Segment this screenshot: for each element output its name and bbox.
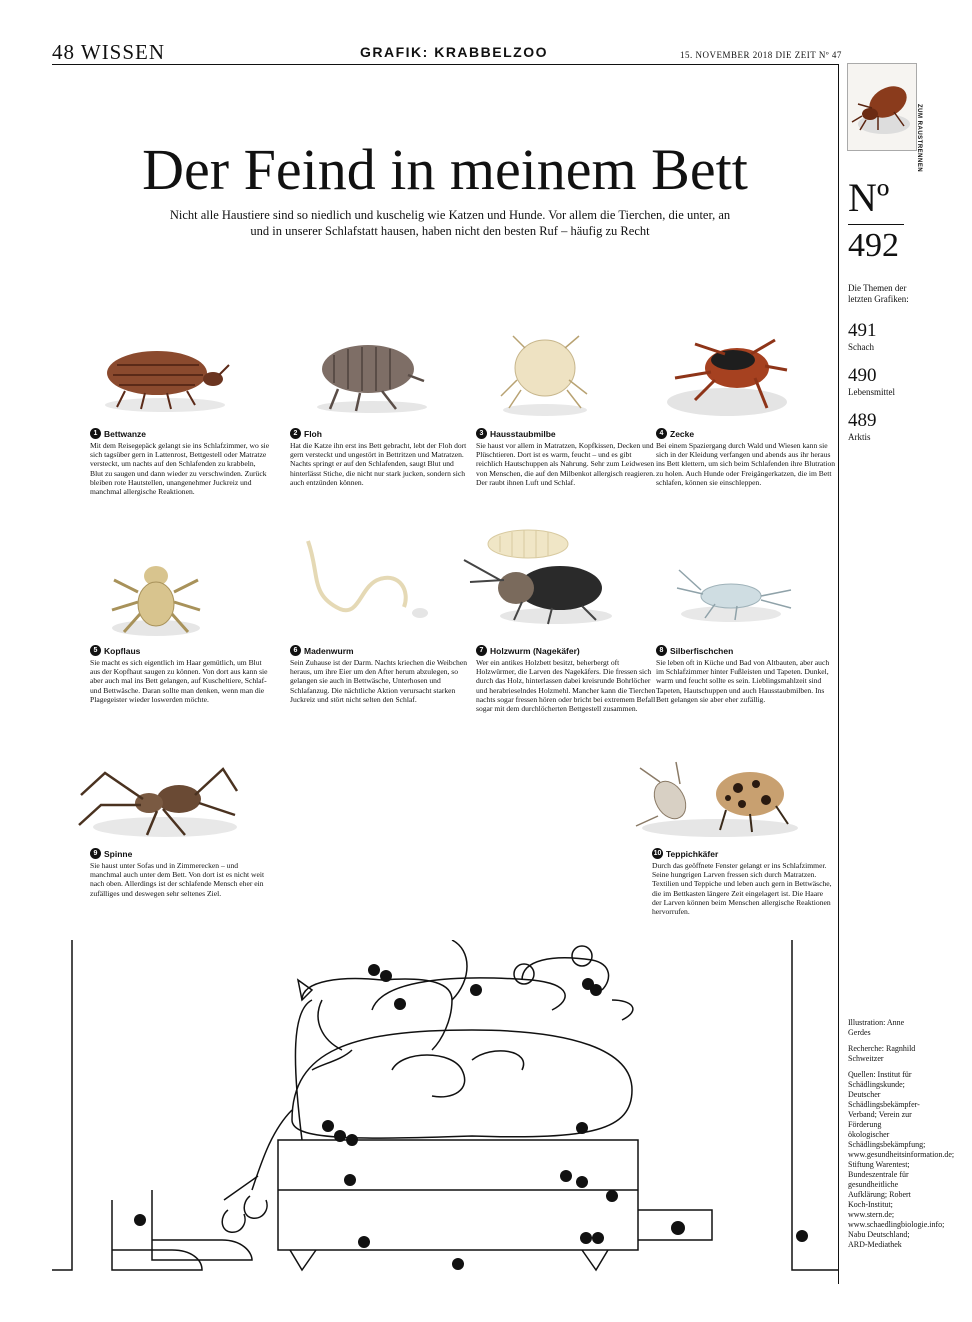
- entry-text: Wer ein antikes Holzbett besitzt, beherbergt oft Holzwürmer, die Larven des Nagekäfers. Die fressen sich durch das Holz, hinterlassen dabei kreisrunde Bohrlöcher und herabrieselndes Holzmehl. Mancher kann die Tierchen nachts sogar fressen hören oder bricht bei extremem Befall sogar mit dem durchlöcherten Bettgestell zusammen.: [476, 658, 656, 714]
- entry-number: 3: [476, 428, 487, 439]
- previous-topics-label: Die Themen der letzten Grafiken:: [848, 283, 909, 304]
- previous-number: 490: [848, 365, 877, 386]
- entry-text: Sie macht es sich eigentlich im Haar gemütlich, um Blut aus der Kopfhaut saugen zu können. Von dort aus kann sie aber auch mal ins Bett gelangen, auf Kuscheltiere, Schlaf- und Bettwäsche. Daran sollte man denken, wenn man die Plagegeister wieder loswerden möchte.: [90, 658, 268, 704]
- issue-line: 15. NOVEMBER 2018 DIE ZEIT Nº 47: [680, 50, 842, 60]
- entry-text: Hat die Katze ihn erst ins Bett gebracht, lebt der Floh dort gern versteckt und ungestört in Bettritzen und Matratzen. Nachts springt er auf den Schlafenden, saugt Blut und hinterlässt Stiche, die nicht nur stark jucken, sondern sich auch entzünden können.: [290, 441, 467, 487]
- number-rule: [848, 224, 904, 225]
- entry-number: 1: [90, 428, 101, 439]
- bed-scene-illustration: [52, 940, 838, 1285]
- sidebar-divider: [838, 64, 839, 1284]
- entry-title: Bettwanze: [104, 428, 147, 439]
- cutout-thumbnail: [847, 63, 917, 151]
- carpetbeetle-illustration: [630, 760, 800, 840]
- bedbug-illustration: [95, 335, 235, 415]
- entry-spinne: [90, 848, 270, 898]
- entry-kopflaus: [90, 645, 270, 704]
- entry-number: 6: [290, 645, 301, 656]
- previous-topic: Schach: [848, 342, 874, 352]
- pinworm-illustration: [300, 535, 440, 625]
- entry-text: Mit dem Reisegepäck gelangt sie ins Schlafzimmer, wo sie sich tagsüber gern in Lattenrost, Bettgestell oder Matratze versteckt, um nachts auf den Schlafenden zu krabbeln, Blut zu saugen und dann wieder zu verschwinden. Zurück bleiben rote Hautstellen, unangenehmer Juckreiz und manchmal allergische Reaktionen.: [90, 441, 270, 497]
- previous-number: 491: [848, 320, 877, 341]
- entry-bettwanze: [90, 428, 270, 496]
- credit-research: Recherche: Ragnhild Schweitzer: [848, 1044, 916, 1063]
- entry-zecke: [656, 428, 836, 487]
- entry-madenwurm: [290, 645, 470, 704]
- intro-text: Nicht alle Haustiere sind so niedlich und kuschelig wie Katzen und Hunde. Vor allem die Tierchen, die unter, an und in unserer Schlafstatt hausen, haben nicht den besten Ruf – häufig zu Recht: [169, 208, 731, 238]
- entry-number: 10: [653, 850, 662, 857]
- entry-title: Spinne: [104, 848, 133, 859]
- header-rule: [52, 64, 838, 65]
- entry-title: Floh: [304, 428, 322, 439]
- entry-silberfischchen: [656, 645, 836, 704]
- tick-illustration: [655, 330, 795, 420]
- entry-title: Hausstaubmilbe: [490, 428, 556, 439]
- previous-number: 489: [848, 410, 877, 431]
- cutout-label: ZUM RAUSTRENNEN: [916, 104, 922, 173]
- entry-floh: [290, 428, 470, 487]
- page-title: Der Feind in meinem Bett: [142, 137, 748, 202]
- entry-number: 4: [656, 428, 667, 439]
- entry-title: Kopflaus: [104, 645, 141, 656]
- entry-hausstaubmilbe: [476, 428, 656, 487]
- previous-topic: Lebensmittel: [848, 387, 895, 397]
- entry-number: 8: [656, 645, 667, 656]
- entry-number: 2: [290, 428, 301, 439]
- entry-holzwurm: [476, 645, 656, 713]
- entry-text: Bei einem Spaziergang durch Wald und Wiesen kann sie sich in der Kleidung verfangen und abends aus ihr heraus ins Bett klettern, um sich beim Schlafenden ihre Blutration zu holen. Auch Hunde oder Freigängerkatzen, die im Bett schlafen, können sie einschleppen.: [656, 441, 836, 487]
- entry-title: Madenwurm: [304, 645, 354, 656]
- entry-text: Sie leben oft in Küche und Bad von Altbauten, aber auch im Schlafzimmer hinter Fußleisten und Tapeten. Dunkel, warm und feucht sollte es sein. Lieblingsmahlzeit sind Tapeten, Hautschuppen und auch Hausstaubmilben. Ins Bett gelangen sie aber eher zufällig.: [656, 658, 830, 704]
- entry-title: Holzwurm (Nagekäfer): [490, 645, 580, 656]
- dustmite-illustration: [495, 330, 595, 420]
- credits: [848, 1018, 955, 1256]
- silverfish-illustration: [675, 560, 795, 630]
- entry-text: Sie haust unter Sofas und in Zimmerecken – und manchmal auch unter dem Bett. Von dort ist es nicht weit nach oben. Allerdings ist der schlafende Mensch eher ein zufälliges und deswegen sehr seltenes Ziel.: [90, 861, 265, 898]
- entry-number: 7: [476, 645, 487, 656]
- entry-text: Sein Zuhause ist der Darm. Nachts kriechen die Weibchen heraus, um ihre Eier um den After herum abzulegen, so gelangen sie auch in Bettwäsche, Unterhosen und Schlafanzug. Die nächtliche Aktion verursacht starken Juckreiz und stört nicht selten den Schlaf.: [290, 658, 468, 704]
- previous-topic: Arktis: [848, 432, 871, 442]
- credit-sources: Quellen: Institut für Schädlingskunde; Deutscher Schädlingsbekämpfer-Verband; Verein zur Förderung ökologischer Schädlingsbekämpfung; www.gesundheitsinformation.de; Stiftung Warentest; Bundeszentrale für gesundheitliche Aufklärung; Robert Koch-Institut; www.stern.de; www.schaedlingbiologie.info; Nabu Deutschland; ARD-Mediathek: [848, 1070, 955, 1249]
- credit-illustration: Illustration: Anne Gerdes: [848, 1018, 905, 1037]
- entry-text: Durch das geöffnete Fenster gelangt er ins Schlafzimmer. Seine hungrigen Larven fressen sich durch Matratzen. Textilien und Teppiche und leben auch gern in Bettwäsche, die im Bettkasten längere Zeit eingelagert ist. Die Haare der Larven können beim Menschen allergische Reaktionen hervorrufen.: [652, 861, 832, 917]
- entry-teppichkaefer: [652, 848, 832, 916]
- spider-illustration: [75, 755, 240, 840]
- entry-number: 5: [90, 645, 101, 656]
- headlouse-illustration: [100, 540, 210, 640]
- entry-number: 9: [90, 848, 101, 859]
- entry-title: Zecke: [670, 428, 695, 439]
- page-section: 48 WISSEN: [52, 40, 166, 64]
- page-topic: GRAFIK: KRABBELZOO: [360, 44, 548, 60]
- number-symbol: Nº: [848, 175, 890, 220]
- entry-text: Sie haust vor allem in Matratzen, Kopfkissen, Decken und Plüschtieren. Dort ist es warm, feucht – und es gibt reichlich Hautschuppen als Nahrung. Sehr zum Leidwesen von Menschen, die auf den Milbenkot allergisch reagieren. Der raubt ihnen Luft und Schlaf.: [476, 441, 655, 487]
- entry-title: Teppichkäfer: [666, 848, 719, 859]
- flea-illustration: [300, 335, 440, 415]
- graphic-number: 492: [848, 227, 899, 264]
- woodworm-illustration: [460, 520, 620, 630]
- beetle-thumbnail-icon: [848, 64, 916, 150]
- entry-title: Silberfischchen: [670, 645, 734, 656]
